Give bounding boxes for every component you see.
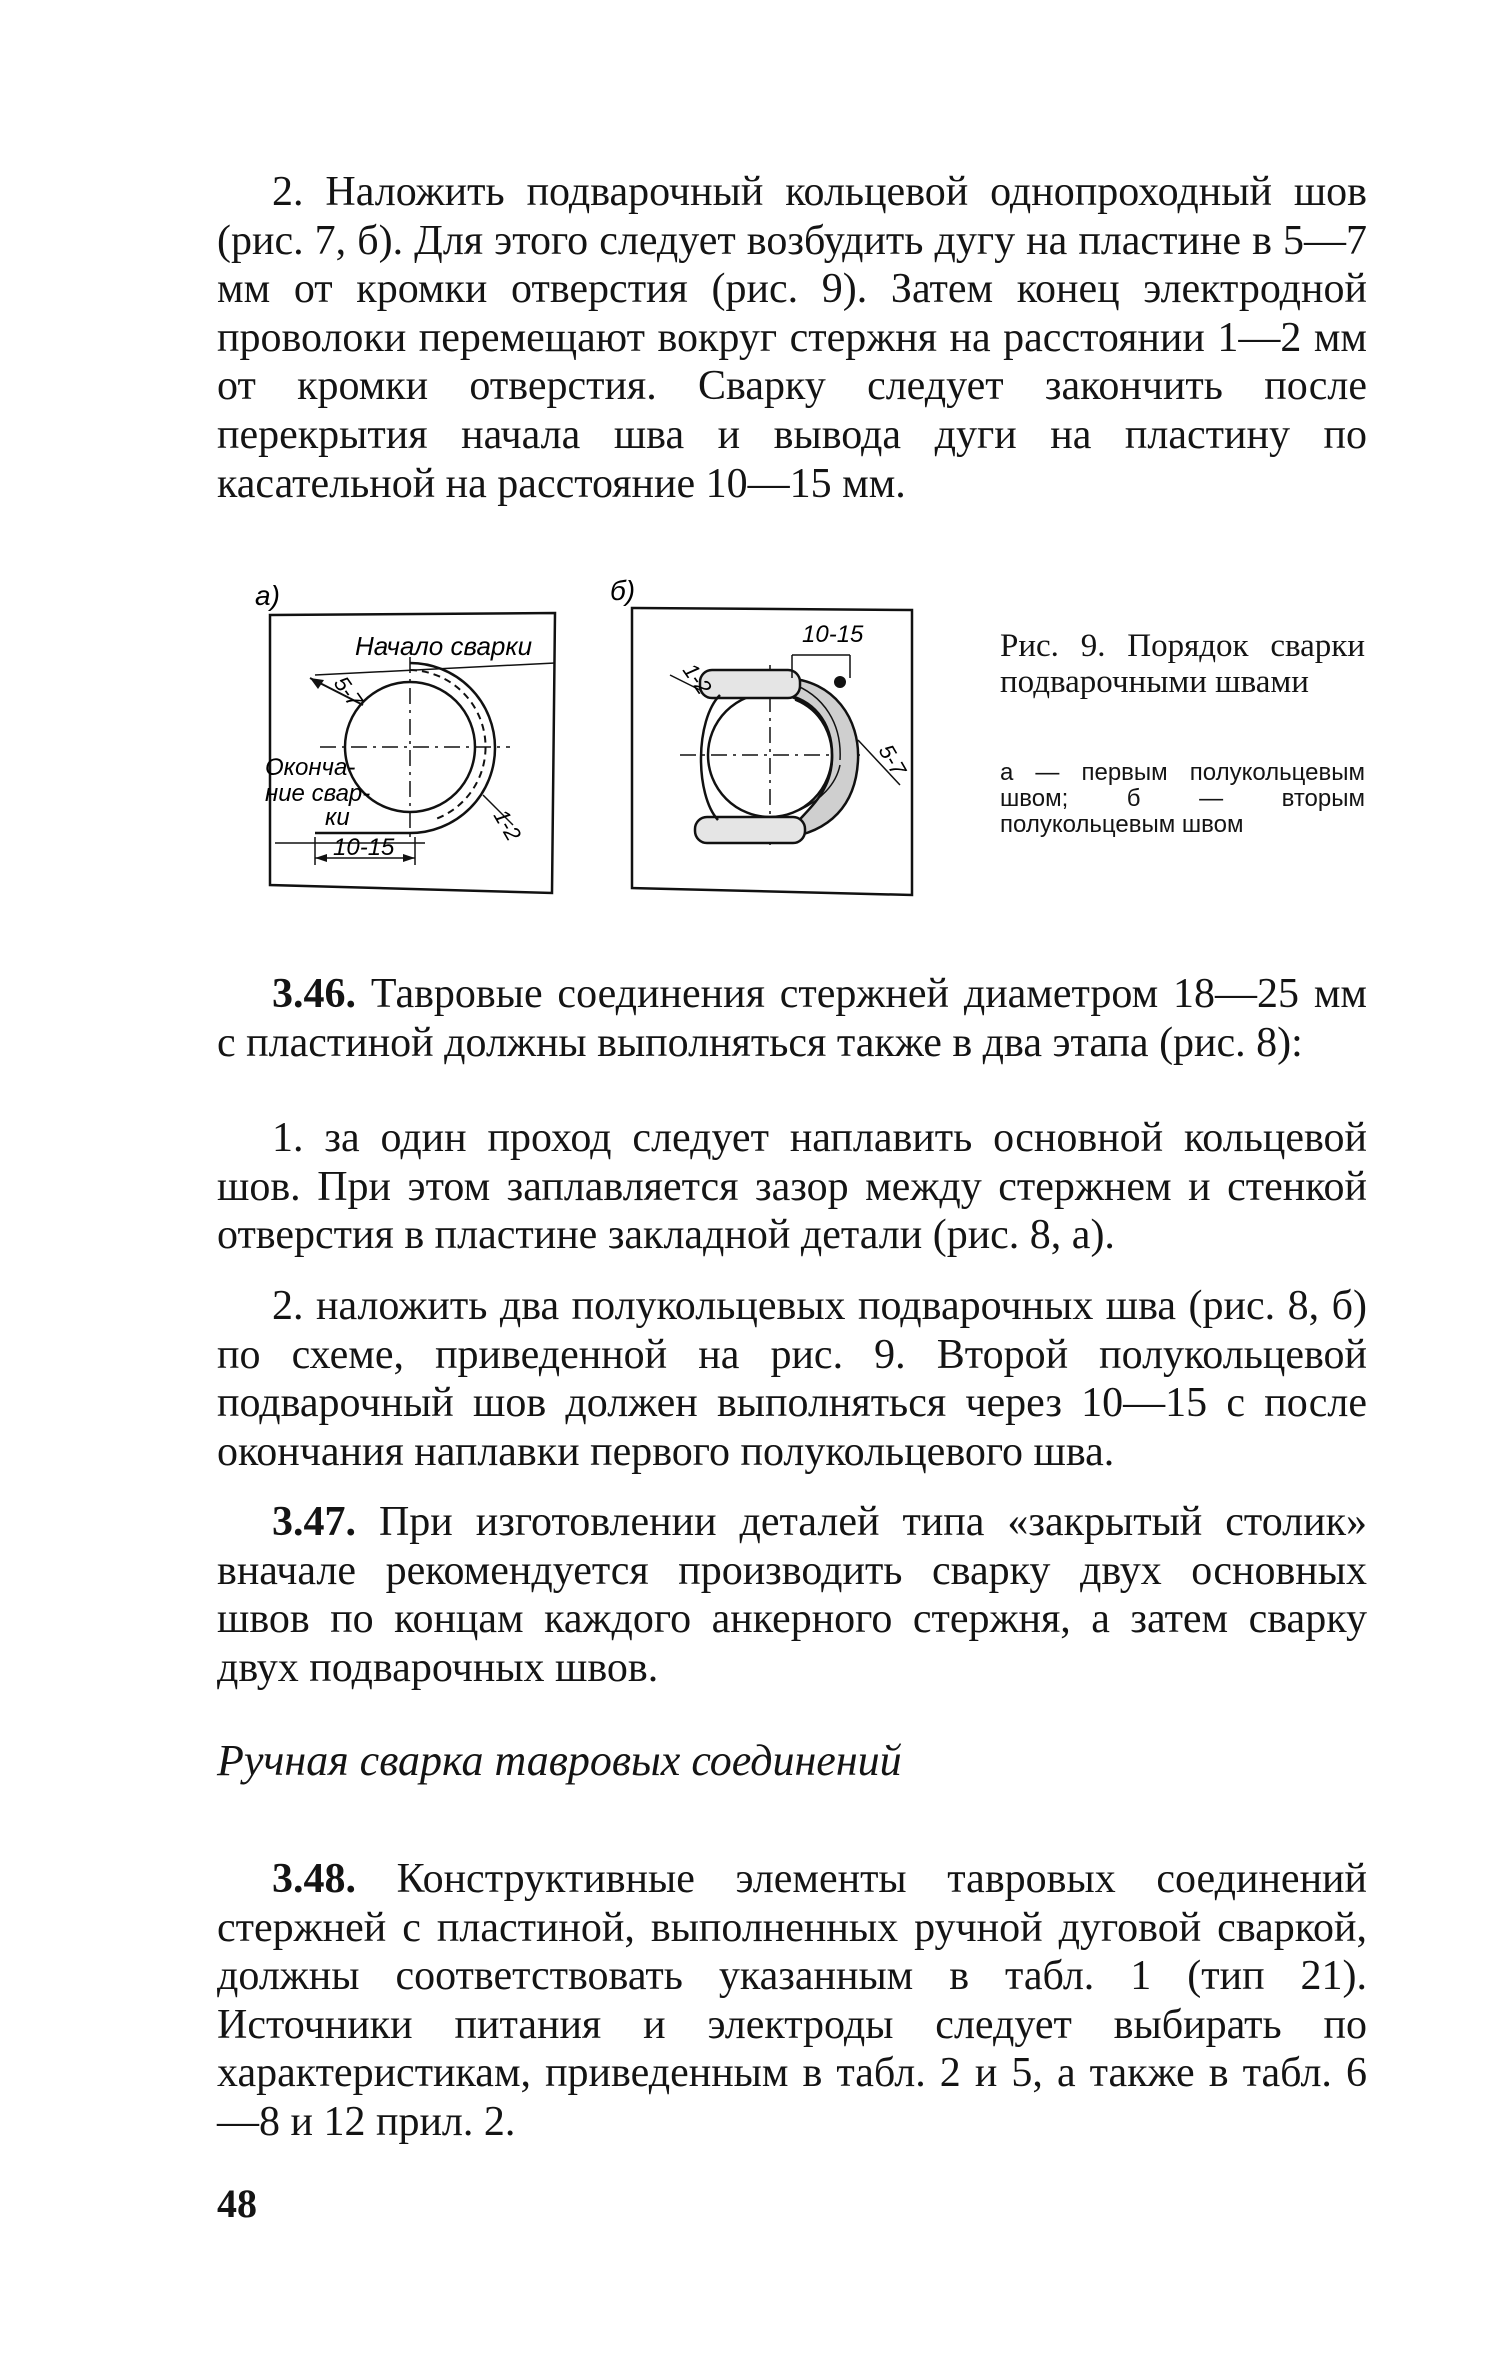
paragraph-3-46-number: 3.46.: [272, 971, 356, 1017]
panel-a-dim-5-7: 5-7: [328, 671, 368, 712]
panel-a-dim-10-15: 10-15: [333, 834, 395, 861]
panel-a-end-label-1: Оконча-: [265, 754, 356, 781]
paragraph-3-48: [217, 1855, 1367, 2147]
paragraph-3-46-item-2: 2. наложить два полукольцевых подварочных шва (рис. 8, б) по схеме, приведенной на рис. 9. Второй полукольцевой подварочный шов должен выполняться через 10—15 с после окончания наплавки первого полукольцевого шва.: [217, 1283, 1367, 1475]
figure-9-panel-b: [600, 570, 920, 900]
panel-a-end-label-2: ние свар-: [265, 780, 371, 807]
panel-a-end-label-3: ки: [325, 804, 350, 831]
paragraph-3-48-number: 3.48.: [272, 1856, 356, 1902]
paragraph-3-46: [217, 970, 1367, 1067]
section-heading: Ручная сварка тавровых соединений: [217, 1736, 902, 1785]
paragraph-3-48-text: Конструктивные элементы тавровых соединений стержней с пластиной, выполненных ручной дуговой сваркой, должны соответствовать указанным в табл. 1 (тип 21). Источники питания и электроды следует выбирать по характеристикам, приведенным в табл. 2 и 5, а также в табл. 6—8 и 12 прил. 2.: [217, 1856, 1367, 2145]
paragraph-3-47-text: При изготовлении деталей типа «закрытый столик» вначале рекомендуется производить сварку двух основных швов по концам каждого анкерного стержня, а затем сварку двух подварочных швов.: [217, 1499, 1367, 1691]
paragraph-item-2: 2. Наложить подварочный кольцевой однопроходный шов (рис. 7, б). Для этого следует возбудить дугу на пластине в 5—7 мм от кромки отверстия (рис. 9). Затем конец электродной проволоки перемещают вокруг стержня на расстоянии 1—2 мм от кромки отверстия. Сварку следует закончить после перекрытия начала шва и вывода дуги на пластину по касательной на расстояние 10—15 мм.: [217, 169, 1367, 507]
figure-caption-title: Рис. 9. Порядок сварки подварочными швами: [1000, 628, 1365, 700]
paragraph-3-47-number: 3.47.: [272, 1499, 356, 1545]
paragraph-3-47: [217, 1498, 1367, 1692]
panel-a-dim-1-2: 1-2: [488, 805, 527, 846]
paragraph-3-46-text: Тавровые соединения стержней диаметром 18—25 мм с пластиной должны выполняться также в два этапа (рис. 8):: [217, 971, 1367, 1066]
paragraph-3-46-item-1: 1. за один проход следует наплавить основной кольцевой шов. При этом заплавляется зазор между стержнем и стенкой отверстия в пластине закладной детали (рис. 8, а).: [217, 1115, 1367, 1259]
panel-a-letter: а): [255, 580, 280, 611]
panel-b-dim-1-2: 1-2: [677, 658, 717, 699]
figure-9-panel-a: [255, 575, 595, 905]
panel-a-start-label: Начало сварки: [355, 631, 533, 661]
figure-caption-note: а — первым полукольцевым швом; б — вторым полукольцевым швом: [1000, 759, 1365, 838]
page-number: 48: [217, 2181, 257, 2226]
panel-b-dim-5-7: 5-7: [873, 740, 912, 781]
panel-b-letter: б): [610, 575, 636, 606]
panel-b-dim-10-15: 10-15: [802, 621, 864, 648]
